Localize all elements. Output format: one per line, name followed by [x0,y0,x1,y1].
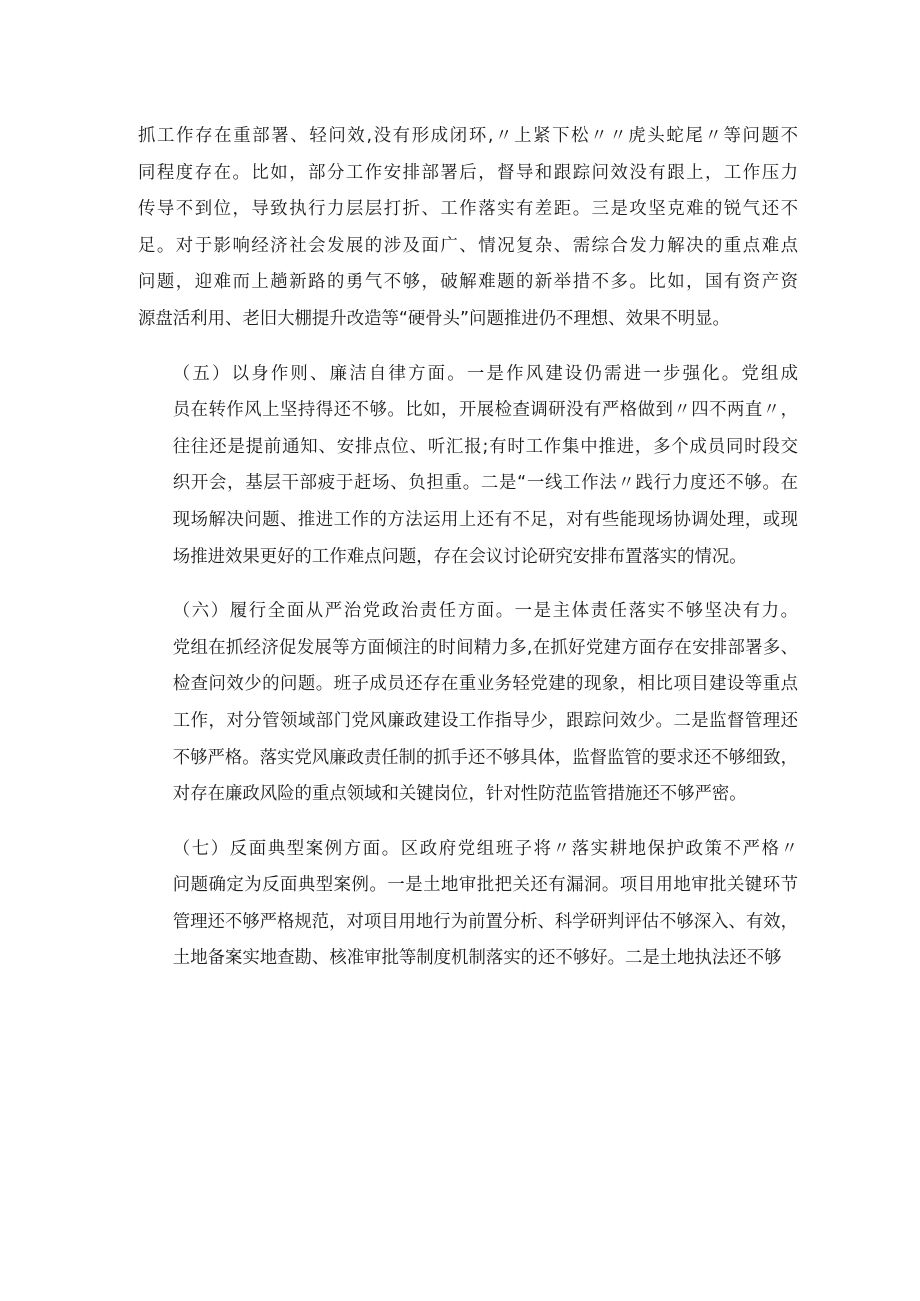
paragraph-line: 源盘活利用、老旧大棚提升改造等“硬骨头”问题推进仍不理想、效果不明显。 [138,308,730,329]
paragraph [138,356,798,576]
paragraph-line: 同程度存在。比如，部分工作安排部署后，督导和跟踪问效没有跟上，工作压力 [138,162,798,183]
paragraph [138,593,798,813]
paragraph-line: （七）反面典型案例方面。区政府党组班子将〃落实耕地保护政策不严格〃 [172,838,798,859]
paragraph-line: 员在转作风上坚持得还不够。比如，开展检查调研没有严格做到〃四不两直〃， [172,400,798,421]
paragraph [138,118,798,338]
paragraph-line: 党组在抓经济促发展等方面倾注的时间精力多,在抓好党建方面存在安排部署多、 [172,637,798,658]
paragraph-line: （五）以身作则、廉洁自律方面。一是作风建设仍需进一步强化。党组成 [172,363,798,384]
paragraph-line: 往往还是提前通知、安排点位、听汇报;有时工作集中推进，多个成员同时段交 [172,436,798,457]
paragraph-line: 对存在廉政风险的重点领域和关键岗位，针对性防范监管措施还不够严密。 [172,784,747,805]
paragraph-line: 问题，迎难而上趟新路的勇气不够，破解难题的新举措不多。比如，国有资产资 [138,272,798,293]
paragraph-line: 现场解决问题、推进工作的方法运用上还有不足，对有些能现场协调处理，或现 [172,509,798,530]
paragraph-line: 土地备案实地查勘、核准审批等制度机制落实的还不够好。二是土地执法还不够 [172,948,782,969]
paragraph-line: 工作，对分管领域部门党风廉政建设工作指导少，跟踪问效少。二是监督管理还 [172,710,798,731]
paragraph-line: 检查问效少的问题。班子成员还存在重业务轻党建的现象，相比项目建设等重点 [172,674,798,695]
document-body [138,118,798,995]
paragraph-line: 传导不到位，导致执行力层层打折、工作落实有差距。三是攻坚克难的锐气还不 [138,199,798,220]
paragraph-line: 不够严格。落实党风廉政责任制的抓手还不够具体，监督监管的要求还不够细致， [172,747,798,768]
paragraph-line: 场推进效果更好的工作难点问题，存在会议讨论研究安排布置落实的情况。 [172,546,747,567]
paragraph-line: （六）履行全面从严治党政治责任方面。一是主体责任落实不够坚决有力。 [172,601,798,622]
paragraph-line: 问题确定为反面典型案例。一是土地审批把关还有漏洞。项目用地审批关键环节 [172,875,798,896]
paragraph [138,831,798,977]
paragraph-line: 抓工作存在重部署、轻问效,没有形成闭环,〃上紧下松〃〃虎头蛇尾〃等问题不 [138,126,798,146]
paragraph-line: 足。对于影响经济社会发展的涉及面广、情况复杂、需综合发力解决的重点难点 [138,235,798,256]
paragraph-line: 织开会，基层干部疲于赶场、负担重。二是“一线工作法〃践行力度还不够。在 [172,473,798,494]
paragraph-line: 管理还不够严格规范，对项目用地行为前置分析、科学研判评估不够深入、有效， [172,911,798,932]
